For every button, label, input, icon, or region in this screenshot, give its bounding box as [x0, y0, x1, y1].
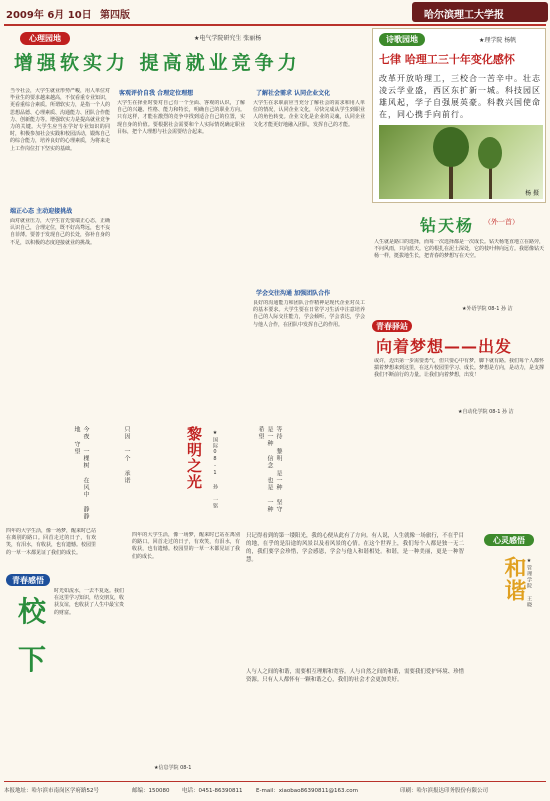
col3-body-1: 大学生在求职前应当充分了解社会的需求和用人单位的情况，认同企业文化，尽快完成从学生到职业人的角色转变。企业文化是企业的灵魂，认同企业文化才能更好地融入团队，发挥自己的才能。: [253, 100, 365, 128]
col1-body: 面对就业压力，大学生首先要端正心态，正确认识自己，合理定位，既不好高骛远，也不妄自菲薄。要善于发现自己的长处，弥补自身的不足，以积极的态度迎接就业的挑战。: [10, 218, 110, 246]
poem-vertical-1: 今夜 一棵树 在风中 静静地 守望: [73, 426, 89, 520]
vertical-poems-right: [250, 420, 370, 525]
photo-caption: 杨 摄: [525, 190, 539, 197]
section-tag: 青春驿站: [372, 320, 412, 332]
header-bar: [0, 0, 550, 24]
footer-address: 本报地址：哈尔滨市南岗区学府路52号: [4, 788, 99, 794]
footer-phone: 电话：0451-86390811: [182, 788, 243, 794]
tree-illustration: [379, 125, 543, 199]
section-tag: 心灵感悟: [484, 534, 534, 546]
col1-subhead: 端正心态 主动迎接挑战: [10, 208, 73, 215]
col3-subhead-1: 了解社会需求 认同企业文化: [256, 90, 331, 97]
masthead-badge: [412, 2, 548, 22]
footer-email: E-mail：xiaobao86390811@163.com: [256, 788, 358, 794]
section-tag: 心理园地: [20, 32, 70, 45]
byline: ★理学院 杨帆: [479, 37, 517, 44]
col2-subhead: 客观评价自我 合理定位理想: [119, 90, 194, 97]
article-campus: [4, 528, 242, 778]
poplar-body: 人生就是路口的选择，而每一次选择都是一次成长。钻天杨笔直地立在路旁，不问风雨，只向蓝天。它的根扎在泥土深处，它的枝叶伸向远方。我愿像钻天杨一样，挺拔地生长，把青春的梦想写在天空。: [374, 239, 544, 260]
section-tag: 青春感悟: [6, 574, 50, 586]
byline: ★电气学院研究生 张丽杨: [194, 35, 262, 42]
footer-printer: 印刷：哈尔滨报达印务股份有限公司: [400, 788, 489, 794]
byline-vertical: ★国际08-1 孙 一铭: [212, 430, 218, 509]
harmony-author: ★管理学院 王晓: [526, 558, 532, 608]
campus-intro: 四年的大学生活，像一场梦，醒来时已站在离别的路口。回首走过的日子，有欢笑，有泪水，有收获，也有遗憾。校园里的一草一木都见证了我们的成长。: [6, 528, 96, 556]
dream-headline: 向着梦想——出发: [376, 337, 513, 356]
harmony-body: 只记得看到的第一缕阳光，我的心便从此有了方向。有人说，人生就像一场旅行，不在乎目的地，在乎的是沿途的风景以及看风景的心情。在这个世界上，我们每个人都是独一无二的，我们要学会珍惜，学会感恩，学会与他人和谐相处。和谐，是一种美丽，更是一种智慧。: [246, 533, 464, 563]
article-harmony: [244, 528, 546, 778]
campus-big-char-2: 下: [18, 643, 47, 676]
col3-body-2: 良好的沟通能力和团队合作精神是现代企业对员工的基本要求。大学生要在日常学习生活中注意培养自己的人际交往能力，学会倾听，学会表达，学会与他人合作，在团队中发挥自己的作用。: [253, 300, 365, 328]
dream-author: ★自动化学院 08-1 孙 洁: [458, 409, 514, 415]
vertical-poems: [4, 420, 244, 525]
col3-subhead-2: 学会交往沟通 加强团队合作: [256, 290, 331, 297]
issue-date: 2009年 6月 10日: [6, 10, 92, 21]
campus-author: ★信息学院 08-1: [154, 765, 192, 771]
poem-vertical-3: 等待 黎明 是一种 坚守 是一种 信念 也是 一种 希望: [257, 426, 282, 513]
page-number: 第四版: [100, 10, 130, 21]
title-vertical: 黎明之光: [185, 426, 203, 490]
poem-vertical-2: 只因 一个 承诺: [123, 426, 130, 484]
poplar-subtitle: （外一首）: [484, 218, 519, 226]
poem-box: [372, 28, 546, 203]
col1-intro: 当今社会，大学生就业形势严峻，用人单位对毕业生的要求越来越高，不仅看重专业知识，更看重综合素质。所谓软实力，是指一个人的思想品德、心理素质、沟通能力、团队合作能力、创新能力等。增强软实力是提高就业竞争力的关键。大学生应当在学好专业知识的同时，积极参加社会实践和校园活动，锻炼自己的综合能力，培养良好的心理素质，为将来走上工作岗位打下坚实的基础。: [10, 88, 110, 152]
harmony-body-2: 人与人之间的和谐，需要相互理解和宽容。人与自然之间的和谐，需要我们爱护环境、珍惜资源。只有人人都怀有一颗和谐之心，我们的社会才会更加美好。: [246, 669, 464, 683]
poplar-title: 钻天杨: [420, 216, 475, 235]
footer: [4, 784, 546, 798]
article-dream: [372, 318, 546, 418]
campus-big-char-1: 校: [18, 595, 47, 628]
col2-body: 大学生在择业时要对自己有一个全面、客观的认识，了解自己的兴趣、性格、能力和特长，明确自己的职业方向。只有这样，才能在激烈的竞争中找到适合自己的位置，实现自身的价值。要根据社会需要和个人实际情况确定职业目标，把个人理想与社会需要结合起来。: [117, 100, 245, 135]
headline: 增强软实力 提高就业竞争力: [14, 52, 301, 74]
section-tag: 诗歌园地: [379, 33, 425, 46]
poplar-author: ★外语学院 08-1 孙 洁: [462, 306, 513, 312]
photo-tree: [379, 125, 543, 199]
article-poplar: [372, 205, 546, 315]
campus-body-right: 四年的大学生活，像一场梦，醒来时已站在离别的路口。回首走过的日子，有欢笑，有泪水，有收获，也有遗憾。校园里的一草一木都见证了我们的成长。: [132, 532, 240, 560]
dream-body: 或许，迈出第一步需要勇气，但只要心中有梦，脚下就有路。我们每个人都怀揣着梦想来到这里，在这片校园里学习、成长。梦想是方向，是动力，是支撑我们不断前行的力量。让我们向着梦想，出发！: [374, 358, 544, 379]
footer-rule: [4, 781, 546, 782]
header-rule: [4, 24, 546, 26]
campus-body: 时光如流水，一去不复返。我们在这里学习知识，结交朋友，收获友谊，也收获了人生中最宝贵的财富。: [54, 588, 124, 616]
paper-name: 哈尔滨理工大学报: [424, 10, 504, 21]
footer-postcode: 邮编：150080: [132, 788, 170, 794]
poem-title: 七律 哈理工三十年变化感怀: [379, 53, 515, 66]
poem-body: 改革开放哈理工，三校合一苦辛中。壮志凌云学业盛，西区东扩新一城。科技园区雄风起，学子自强展英豪。科教兴国使命在，同心携手向前行。: [379, 74, 541, 119]
harmony-title: 和谐: [501, 556, 526, 602]
